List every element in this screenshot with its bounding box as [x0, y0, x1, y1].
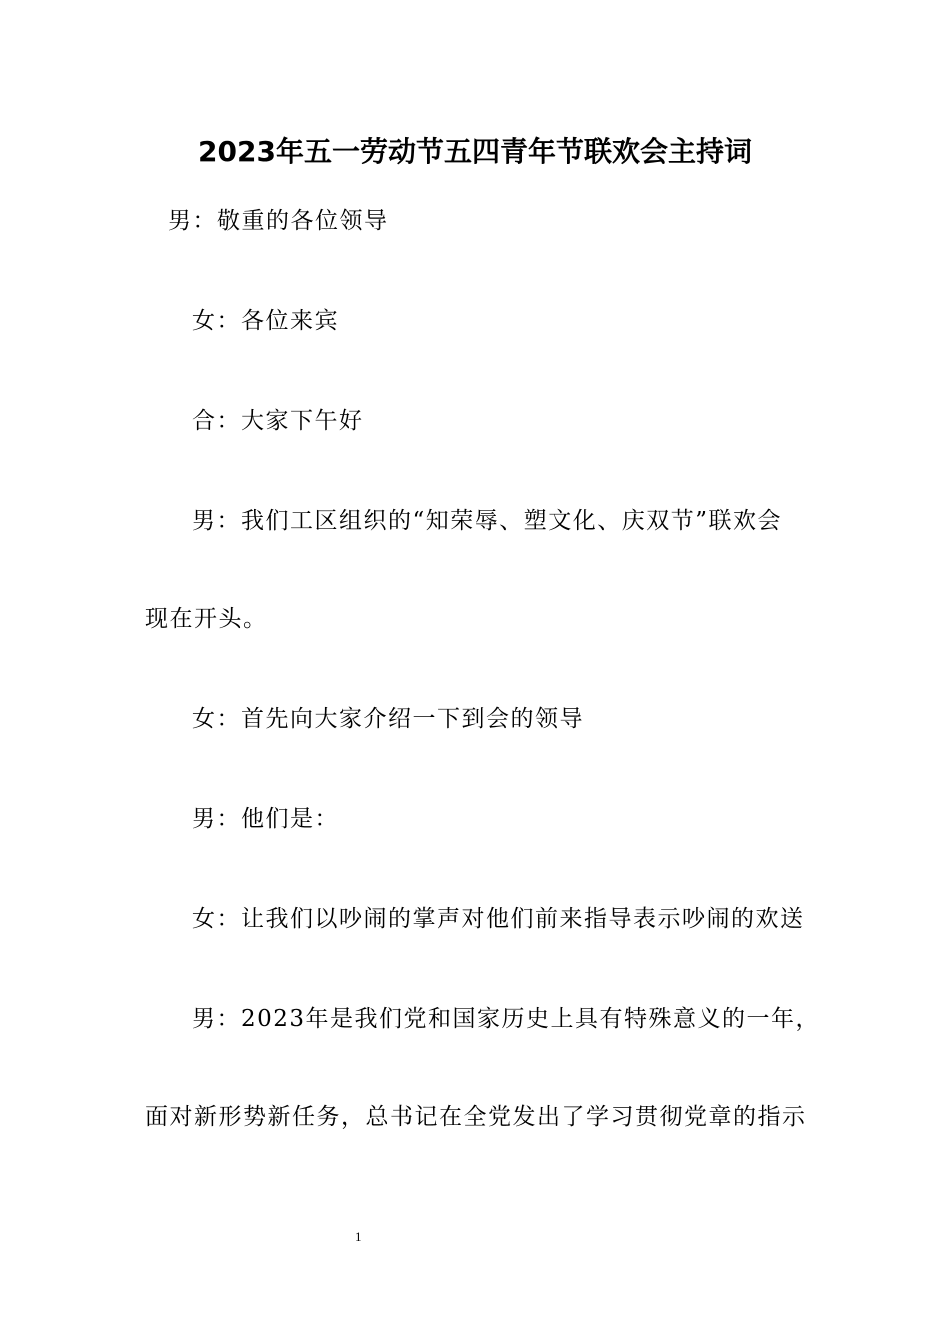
paragraph-line: 现在开头。	[145, 606, 268, 632]
paragraph-line: 男：我们工区组织的“知荣辱、塑文化、庆双节”联欢会	[192, 508, 783, 534]
document-title: 2023年五一劳动节五四青年节联欢会主持词	[198, 135, 752, 168]
paragraph-line: 男：他们是：	[192, 806, 339, 832]
paragraph-line: 女：让我们以吵闹的掌声对他们前来指导表示吵闹的欢送	[192, 906, 805, 932]
paragraph-line: 女：首先向大家介绍一下到会的领导	[192, 706, 584, 732]
paragraph-line: 男：敬重的各位领导	[168, 208, 389, 234]
page-number: 1	[355, 1229, 362, 1244]
paragraph-line: 男：2023年是我们党和国家历史上具有特殊意义的一年，	[192, 1006, 821, 1032]
paragraph-line: 合：大家下午好	[192, 408, 364, 434]
paragraph-line: 女：各位来宾	[192, 308, 339, 334]
paragraph-line: 面对新形势新任务，总书记在全党发出了学习贯彻党章的指示	[145, 1104, 807, 1130]
